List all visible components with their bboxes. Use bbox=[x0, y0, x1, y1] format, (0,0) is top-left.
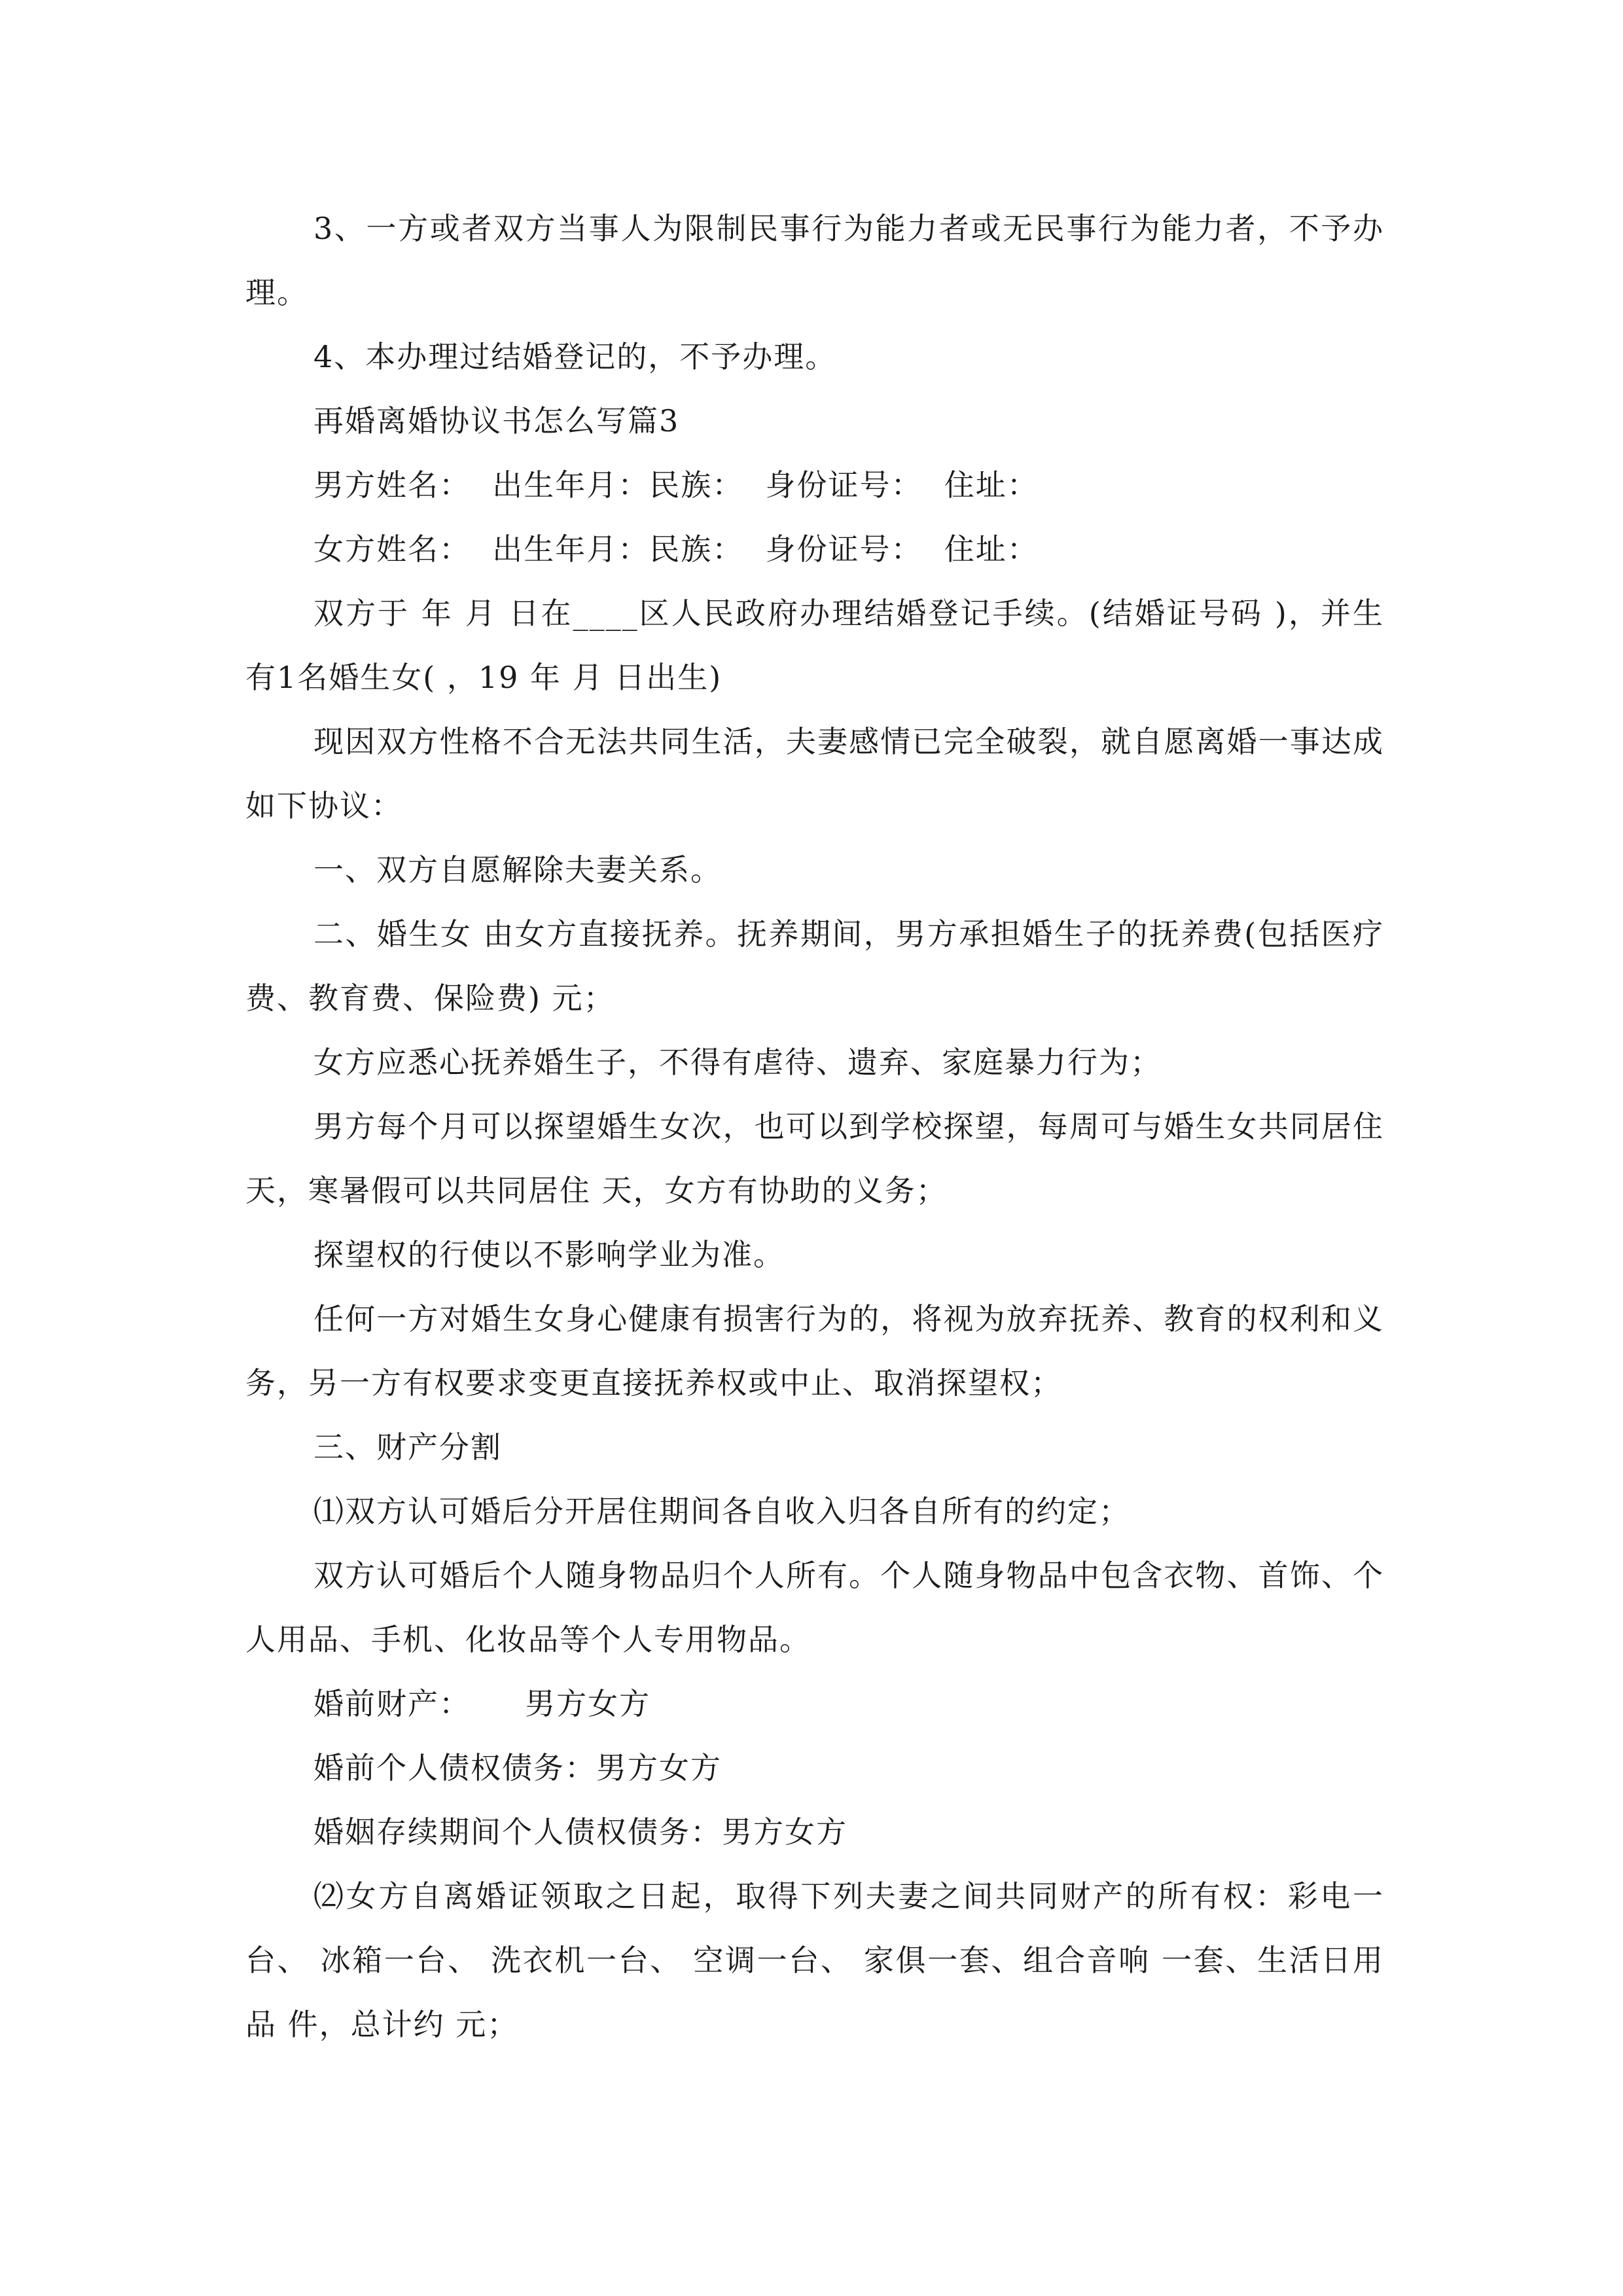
male-party-info: 男方姓名： 出生年月：民族： 身份证号： 住址： bbox=[313, 467, 1039, 503]
paragraph: 现因双方性格不合无法共同生活，夫妻感情已完全破裂，就自愿离婚一事达成如下协议： bbox=[245, 724, 1384, 823]
paragraph: 双方认可婚后个人随身物品归个人所有。个人随身物品中包含衣物、首饰、个人用品、手机、化妆品等个人专用物品。 bbox=[245, 1558, 1384, 1657]
female-party-info: 女方姓名： 出生年月：民族： 身份证号： 住址： bbox=[313, 531, 1039, 567]
paragraph: 婚前个人债权债务：男方女方 bbox=[313, 1750, 722, 1785]
paragraph: 二、婚生女 由女方直接抚养。抚养期间，男方承担婚生子的抚养费(包括医疗费、教育费、保险费) 元； bbox=[245, 916, 1384, 1016]
clause-heading: 一、双方自愿解除夫妻关系。 bbox=[313, 852, 722, 888]
document-body bbox=[245, 196, 1395, 2056]
paragraph: 4、本办理过结婚登记的，不予办理。 bbox=[313, 339, 837, 374]
paragraph: 任何一方对婚生女身心健康有损害行为的，将视为放弃抚养、教育的权利和义务，另一方有权要求变更直接抚养权或中止、取消探望权； bbox=[245, 1301, 1384, 1401]
paragraph: ⑴双方认可婚后分开居住期间各自收入归各自所有的约定； bbox=[313, 1494, 1130, 1529]
clause-heading: 三、财产分割 bbox=[313, 1429, 502, 1465]
paragraph: 婚姻存续期间个人债权债务：男方女方 bbox=[313, 1814, 847, 1850]
paragraph: 3、一方或者双方当事人为限制民事行为能力者或无民事行为能力者，不予办理。 bbox=[245, 211, 1384, 310]
paragraph: ⑵女方自离婚证领取之日起，取得下列夫妻之间共同财产的所有权：彩电一台、 冰箱一台、 洗衣机一台、 空调一台、 家俱一套、组合音响 一套、生活日用品 件，总计约 元； bbox=[245, 1878, 1384, 2042]
paragraph: 双方于 年 月 日在____区人民政府办理结婚登记手续。(结婚证号码 )，并生有1名婚生女( ，19 年 月 日出生) bbox=[245, 596, 1384, 695]
paragraph: 女方应悉心抚养婚生子，不得有虐待、遗弃、家庭暴力行为； bbox=[313, 1045, 1162, 1080]
section-heading: 再婚离婚协议书怎么写篇3 bbox=[313, 403, 680, 439]
paragraph: 男方每个月可以探望婚生女次，也可以到学校探望，每周可与婚生女共同居住 天，寒暑假可以共同居住 天，女方有协助的义务； bbox=[245, 1109, 1395, 1208]
paragraph: 婚前财产： 男方女方 bbox=[313, 1686, 651, 1721]
paragraph: 探望权的行使以不影响学业为准。 bbox=[313, 1237, 785, 1272]
